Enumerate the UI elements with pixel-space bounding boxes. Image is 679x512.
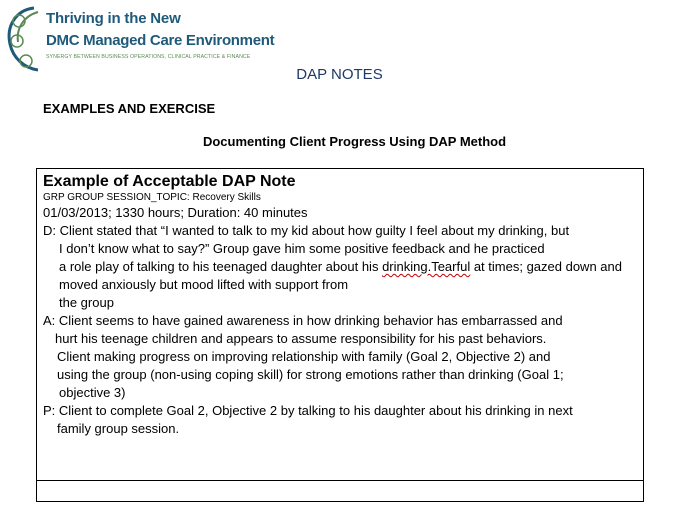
logo [4,4,275,72]
d-line-3a: a role play of talking to his teenaged daughter about his [59,259,383,274]
dap-note-content [43,172,643,438]
page-title: DAP NOTES [296,66,383,83]
note-datetime: 01/03/2013; 1330 hours; Duration: 40 minutes [43,205,308,220]
logo-line-1: Thriving in the New [46,10,181,27]
a-line-1: A: Client seems to have gained awareness in how drinking behavior has embarrassed and [43,313,563,328]
p-line-1: P: Client to complete Goal 2, Objective 2 by talking to his daughter about his drinking in next [43,403,573,418]
section-heading: EXAMPLES AND EXERCISE [43,101,216,116]
document-subtitle: Documenting Client Progress Using DAP Method [202,134,507,149]
d-line-3 [43,258,643,276]
spellcheck-word: drinking.Tearful [382,259,471,274]
box-divider [37,480,643,481]
d-line-4: moved anxiously but mood lifted with support from [59,277,349,292]
p-line-2: family group session. [57,421,180,436]
logo-tagline: SYNERGY BETWEEN BUSINESS OPERATIONS, CLINICAL PRACTICE & FINANCE [46,54,251,60]
logo-line-2: DMC Managed Care Environment [46,32,275,49]
a-line-2: hurt his teenage children and appears to assume responsibility for his past behaviors. [55,331,547,346]
d-line-3b: at times; gazed down and [470,259,622,274]
a-line-5: objective 3) [59,385,126,400]
note-session: GRP GROUP SESSION_TOPIC: Recovery Skills [43,192,261,203]
note-heading: Example of Acceptable DAP Note [43,173,296,190]
logo-emblem-icon [4,4,46,72]
d-line-5: the group [59,295,114,310]
a-line-3: Client making progress on improving relationship with family (Goal 2, Objective 2) and [57,349,551,364]
d-line-2: I don’t know what to say?” Group gave him some positive feedback and he practiced [59,241,545,256]
d-line-1: D: Client stated that “I wanted to talk to my kid about how guilty I feel about my drinking, but [43,223,570,238]
a-line-4: using the group (non-using coping skill) for strong emotions rather than drinking (Goal 1; [57,367,564,382]
